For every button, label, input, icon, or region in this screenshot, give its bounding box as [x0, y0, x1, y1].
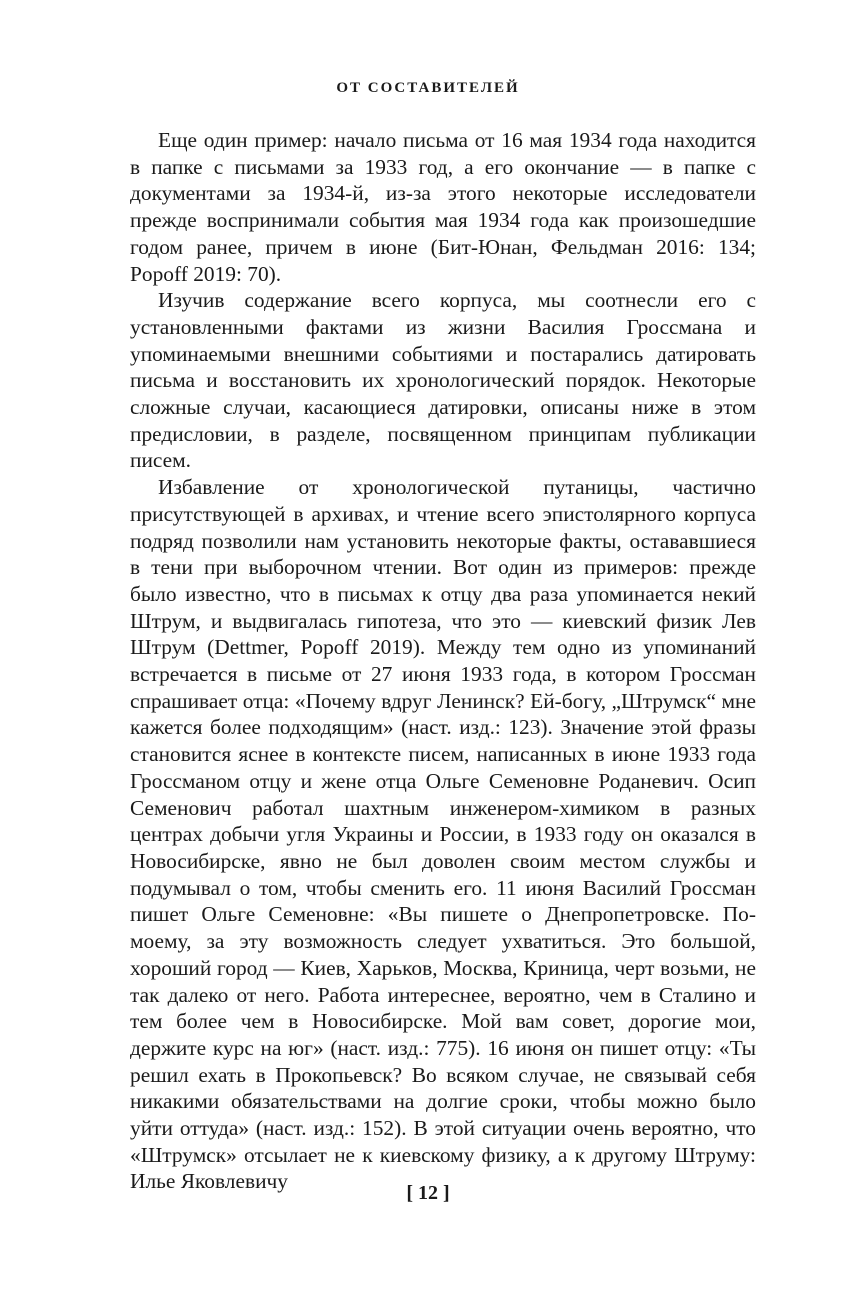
- paragraph-1: Еще один пример: начало письма от 16 мая 1934 года находится в папке с письмами за 1933 год, а его окончание — в папке с документами за 1934-й, из-за этого некоторые исследователи прежде воспринимали события мая 1934 года как произошедшие годом ранее, причем в июне (Бит-Юнан, Фельдман 2016: 134; Popoff 2019: 70).: [130, 128, 756, 286]
- paragraph-3: Избавление от хронологической путаницы, частично присутствующей в архивах, и чтение всего эпистолярного корпуса подряд позволили нам установить некоторые факты, остававшиеся в тени при выборочном чтении. Вот один из примеров: прежде было известно, что в письмах к отцу два раза упоминается некий Штрум, и выдвигалась гипотеза, что это — киевский физик Лев Штрум (Dettmer, Popoff 2019). Между тем одно из упоминаний встречается в письме от 27 июня 1933 года, в котором Гроссман спрашивает отца: «Почему вдруг Ленинск? Ей-богу, „Штрумск“ мне кажется более подходящим» (наст. изд.: 123). Значение этой фразы становится яснее в контексте писем, написанных в июне 1933 года Гроссманом отцу и жене отца Ольге Семеновне Роданевич. Осип Семенович работал шахтным инженером-химиком в разных центрах добычи угля Украины и России, в 1933 году он оказался в Новосибирске, явно не был доволен своим местом службы и подумывал о том, чтобы сменить его. 11 июня Василий Гроссман пишет Ольге Семеновне: «Вы пишете о Днепропетровске. По-моему, за эту возможность следует ухватиться. Это большой, хороший город — Киев, Харьков, Москва, Криница, черт возьми, не так далеко от него. Работа интереснее, вероятно, чем в Сталино и тем более чем в Новосибирске. Мой вам совет, дорогие мои, держите курс на юг» (наст. изд.: 775). 16 июня он пишет отцу: «Ты решил ехать в Прокопьевск? Во всяком случае, не связывай себя никакими обязательствами на долгие сроки, чтобы можно было уйти оттуда» (наст. изд.: 152). В этой ситуации очень вероятно, что «Штрумск» отсылает не к киевскому физику, а к другому Штруму: Илье Яковлевичу: [130, 475, 756, 1194]
- paragraph-2: Изучив содержание всего корпуса, мы соотнесли его с установленными фактами из жизни Василия Гроссмана и упоминаемыми внешними событиями и постарались датировать письма и восстановить их хронологический порядок. Некоторые сложные случаи, касающиеся датировки, описаны ниже в этом предисловии, в разделе, посвященном принципам публикации писем.: [130, 288, 756, 473]
- page-number: [ 12 ]: [406, 1182, 450, 1204]
- running-head: ОТ СОСТАВИТЕЛЕЙ: [336, 80, 520, 96]
- body-text: [130, 127, 756, 1195]
